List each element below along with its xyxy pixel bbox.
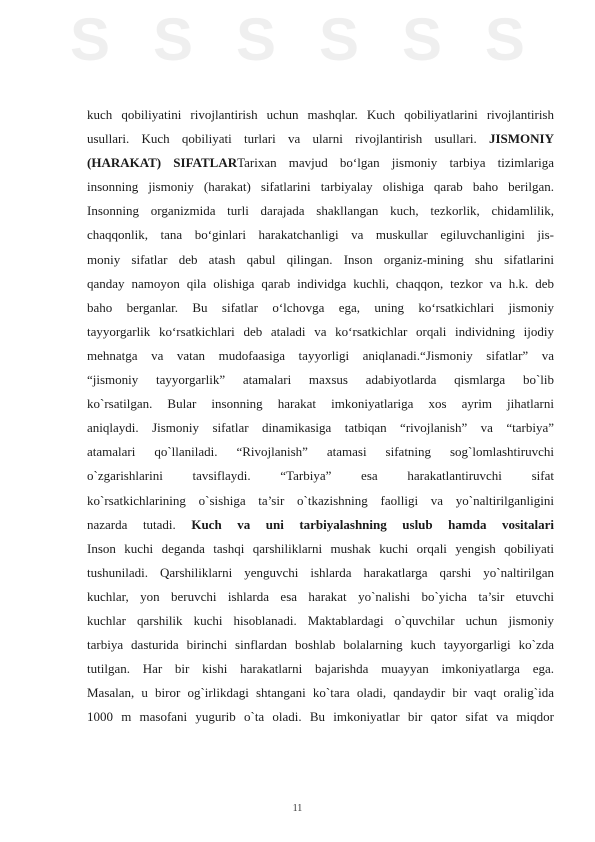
section-heading: (HARAKAT) SIFATLAR — [87, 155, 238, 171]
section-heading: JISMONIY — [488, 131, 554, 147]
text-line — [87, 513, 554, 537]
text-line — [87, 296, 554, 320]
text-line-content: kuch qobiliyatini rivojlantirish uchun mashqlar. Kuch qobiliyatlarini rivojlantirish — [87, 107, 554, 122]
text-line — [87, 392, 554, 416]
text-line-content: chaqqonlik, tana bo‘ginlari harakatchanligi va muskullar egiluvchanligini jis- — [87, 227, 554, 243]
text-line — [87, 585, 554, 609]
text-line — [87, 416, 554, 440]
text-line-content: baho berganlar. Bu sifatlar o‘lchovga ega, uning ko‘rsatkichlari jismoniy — [87, 299, 554, 315]
text-line — [87, 151, 554, 175]
watermark-glyph: S — [152, 6, 194, 73]
text-line-content: tutilgan. Har bir kishi harakatlarni bajarishda muayyan imkoniyatlarga ega. — [87, 661, 554, 677]
watermark-glyph: S — [318, 6, 359, 73]
text-line — [87, 609, 554, 633]
text-line-content: qanday namoyon qila olishiga qarab individga kuchli, chaqqon, tezkor va h.k. deb — [87, 275, 554, 291]
text-line — [87, 175, 554, 199]
text-line — [87, 464, 554, 488]
text-line — [87, 681, 554, 705]
text-line-content: kuchlar qarshilik kuchi hisoblanadi. Maktablardagi o`quvchilar uchun jismoniy — [87, 612, 554, 628]
text-line — [87, 537, 554, 561]
text-line — [87, 344, 554, 368]
section-heading: Kuch va uni tarbiyalashning uslub hamda vositalari — [191, 516, 554, 532]
page-number: 11 — [292, 803, 303, 814]
text-line-content: tushuniladi. Qarshiliklarni yenguvchi ishlarda harakatlarga qarshi yo`naltirilgan — [87, 564, 554, 580]
text-line — [87, 127, 554, 151]
text-line-content: mehnatga va vatan mudofaasiga tayyorligi aniqlanadi.“Jismoniy sifatlar” va — [87, 347, 554, 363]
body-text — [87, 103, 554, 729]
watermark-glyph: S — [484, 6, 525, 73]
text-line-content: aniqlaydi. Jismoniy sifatlar dinamikasiga tatbiqan “rivojlanish” va “tarbiya” — [87, 420, 554, 436]
text-line-content: Insonning organizmida turli darajada shakllangan kuch, tezkorlik, chidamlilik, — [87, 203, 554, 219]
text-line-content: tayyorgarlik ko‘rsatkichlari deb ataladi va ko‘rsatkichlar orqali individning ijodiy — [87, 323, 554, 339]
text-line — [87, 272, 554, 296]
text-line — [87, 320, 554, 344]
text-line-content: usullari. Kuch qobiliyati turlari va ularni rivojlantirish usullari. — [87, 131, 477, 147]
text-line-content: “jismoniy tayyorgarlik” atamalari maxsus adabiyotlarda qismlarga bo`lib — [87, 372, 554, 388]
text-line-content: kuchlar, yon beruvchi ishlarda esa harakat yo`nalishi bo`yicha ta’sir etuvchi — [87, 588, 554, 604]
text-line-content: ko`rsatkichlarining o`sishiga ta’sir o`tkazishning faolligi va yo`naltirilganligini — [87, 492, 554, 508]
text-line — [87, 223, 554, 247]
text-line-content: moniy sifatlar deb atash qabul qilingan. Inson organiz-mining shu sifatlarini — [87, 251, 554, 267]
text-line-content: 1000 m masofani yugurib o`ta oladi. Bu imkoniyatlar bir qator sifat va miqdor — [87, 709, 554, 725]
text-line — [87, 248, 554, 272]
text-line-content: nazarda tutadi. — [87, 516, 176, 532]
text-line-content: atamalari qo`llaniladi. “Rivojlanish” atamasi sifatning sog`lomlashtiruvchi — [87, 444, 554, 460]
text-line-content: Masalan, u biror og`irlikdagi shtangani ko`tara oladi, qandaydir bir vaqt oralig`ida — [87, 685, 554, 701]
text-line-content: Inson kuchi deganda tashqi qarshiliklarni mushak kuchi orqali yengish qobiliyati — [87, 540, 554, 556]
text-line-content: ko`rsatilgan. Bular insonning harakat imkoniyatlariga xos ayrim jihatlarni — [87, 396, 554, 412]
text-line — [87, 199, 554, 223]
text-line-content: tarbiya dasturida birinchi sinflardan boshlab bolalarning kuch tayyorgarligi ko`zda — [87, 637, 554, 653]
text-line-content: Tarixan mavjud bo‘lgan jismoniy tarbiya tizimlariga — [237, 155, 554, 171]
text-line — [87, 705, 554, 729]
watermark-glyph: S — [401, 6, 442, 73]
text-line — [87, 561, 554, 585]
text-line — [87, 489, 554, 513]
text-line-content: insonning jismoniy (harakat) sifatlarini tarbiyalay olishiga qarab baho berilgan. — [87, 179, 554, 195]
text-line — [87, 657, 554, 681]
text-line — [87, 440, 554, 464]
text-line — [87, 368, 554, 392]
text-line-content: o`zgarishlarini tavsiflaydi. “Tarbiya” esa harakatlantiruvchi sifat — [87, 468, 554, 484]
watermark-logo — [70, 8, 525, 72]
watermark-glyph: S — [70, 6, 111, 73]
text-line — [87, 633, 554, 657]
text-line — [87, 103, 554, 127]
watermark-glyph: S — [235, 6, 276, 73]
